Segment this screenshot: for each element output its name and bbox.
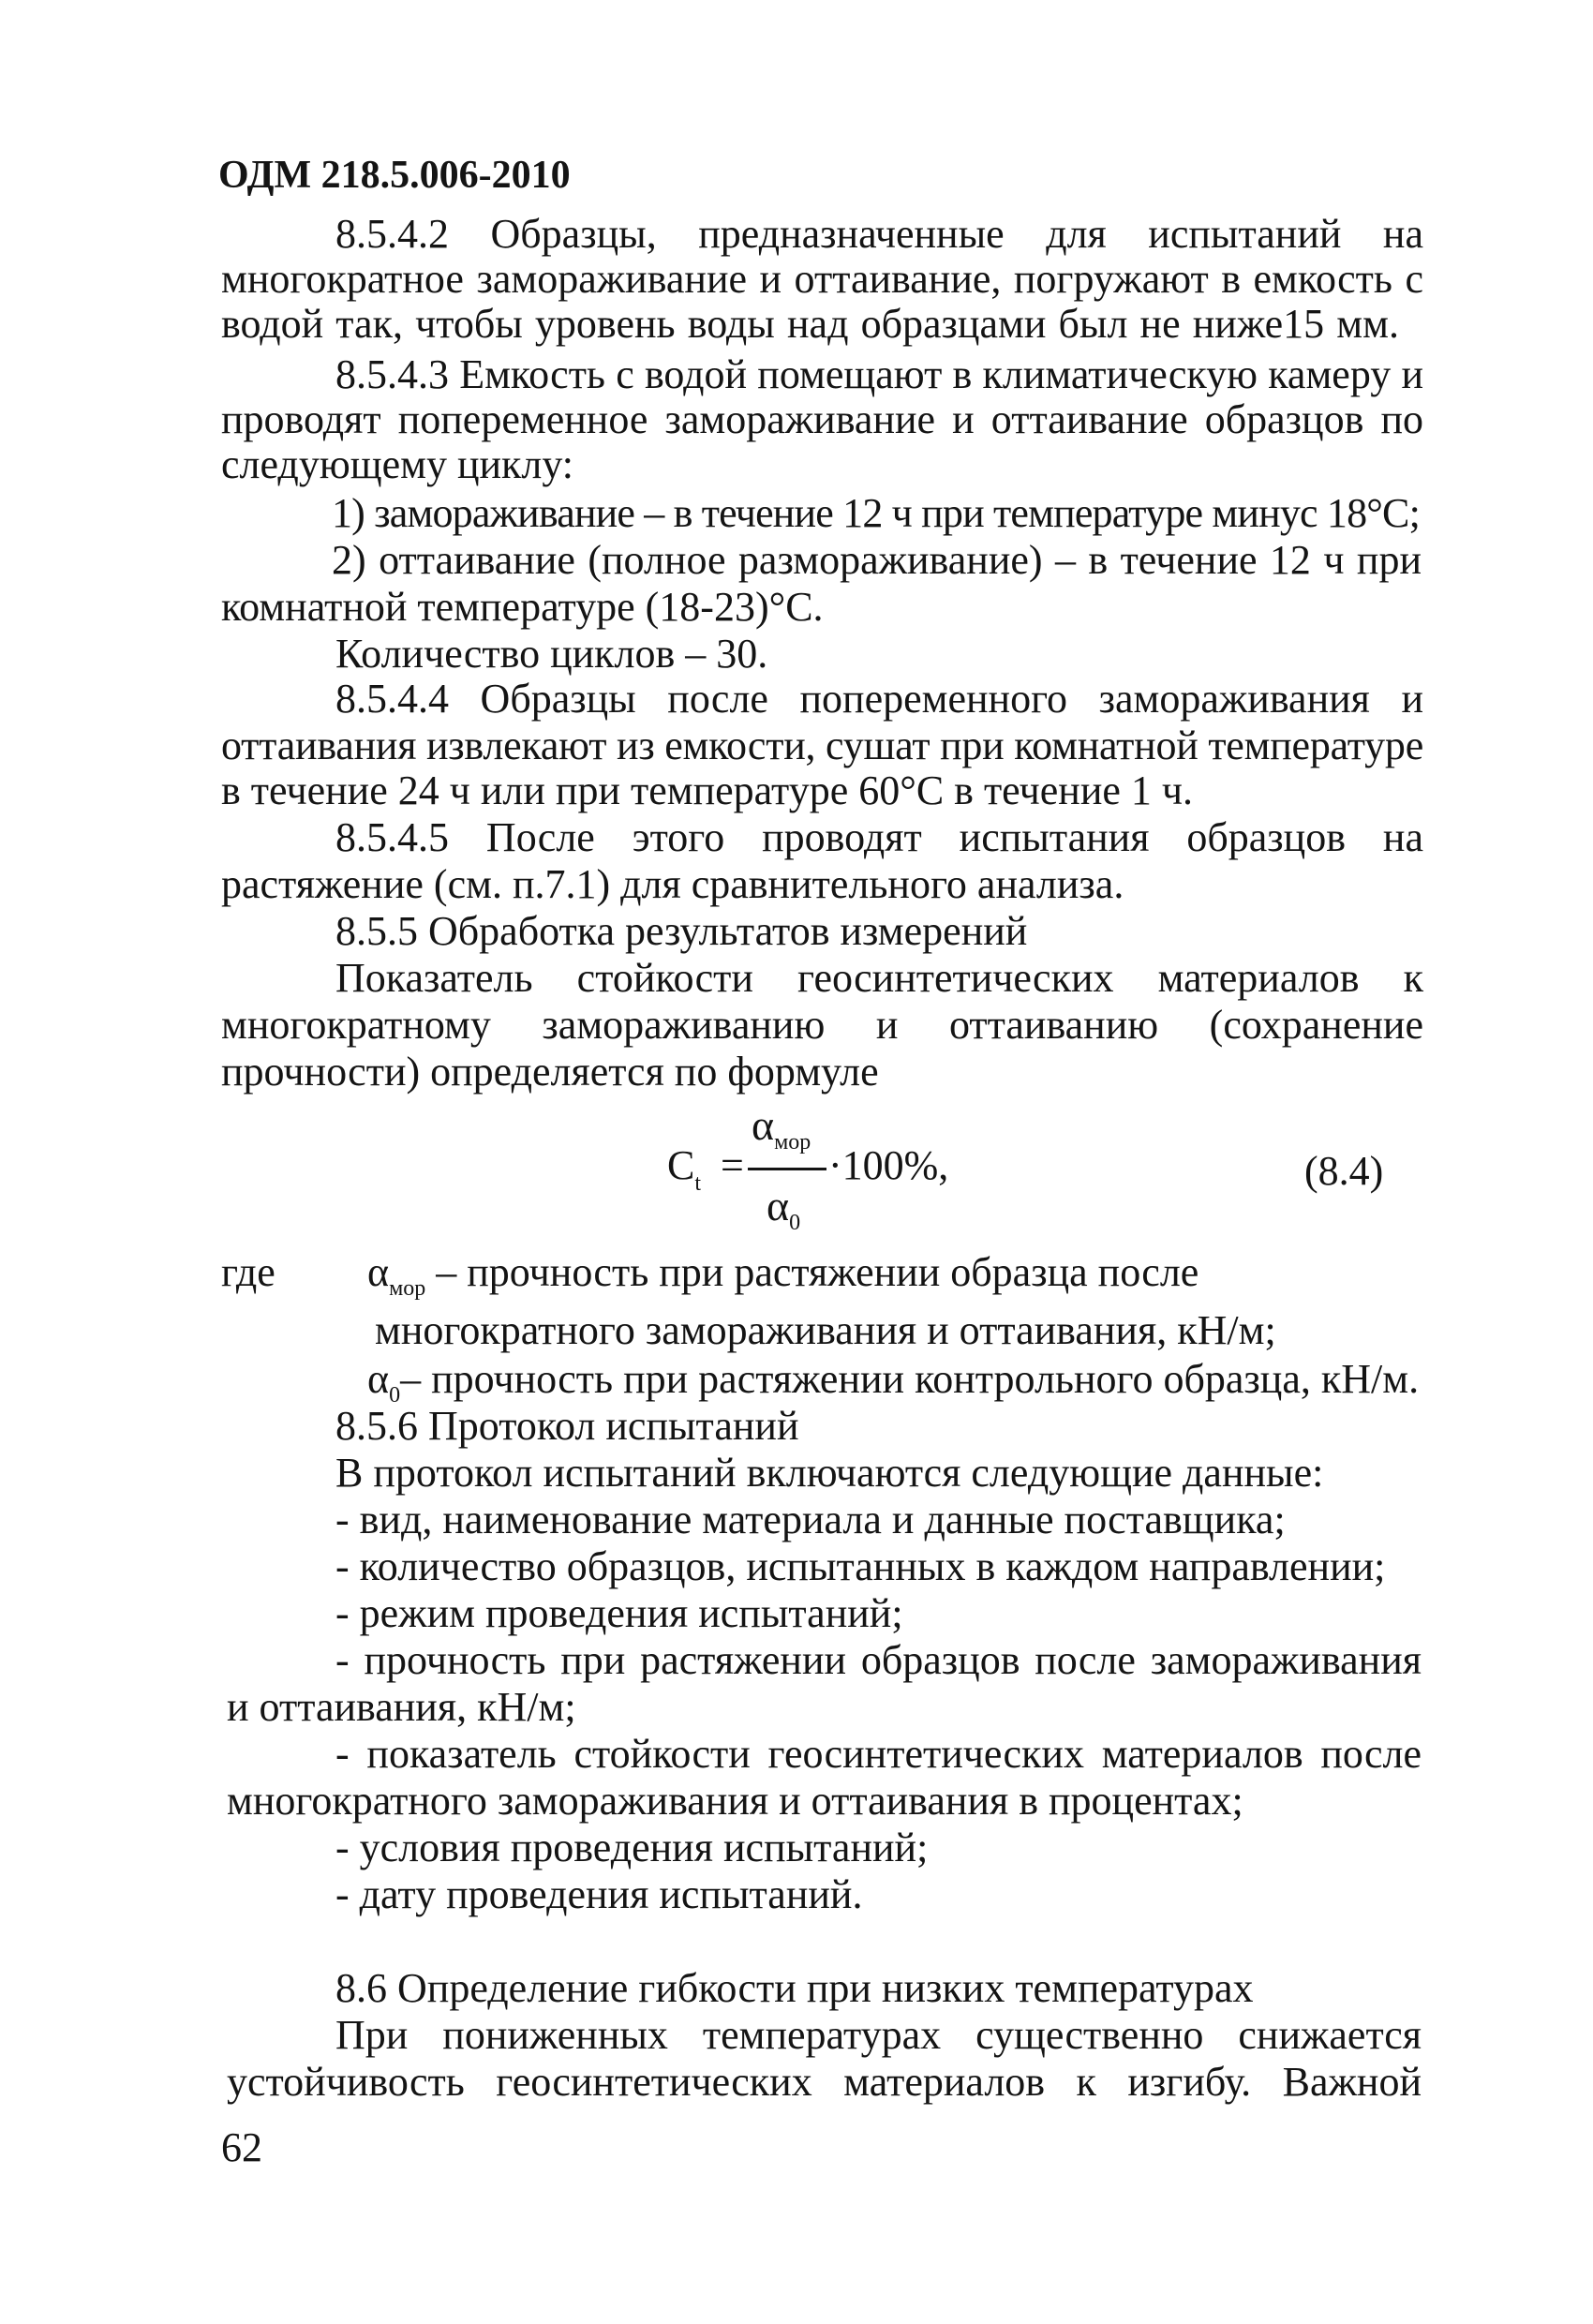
list-item: многократного замораживания и оттаивания в процентах; (227, 1778, 1243, 1824)
formula-number: (8.4) (1304, 1148, 1384, 1194)
section-heading: 8.5.6 Протокол испытаний (335, 1403, 799, 1449)
paragraph-line: Показатель стойкости геосинтетических материалов к (335, 955, 1423, 1001)
list-item: - условия проведения испытаний; (335, 1825, 929, 1870)
section-heading: 8.5.5 Обработка результатов измерений (335, 908, 1028, 954)
fraction-bar (748, 1168, 826, 1170)
list-item: и оттаивания, кН/м; (227, 1684, 576, 1730)
paragraph-line: прочности) определяется по формуле (221, 1049, 879, 1095)
list-item: - режим проведения испытаний; (335, 1590, 903, 1636)
page-number: 62 (221, 2124, 262, 2170)
paragraph-line: многократному замораживанию и оттаиванию (сохранение (221, 1002, 1423, 1048)
paragraph-line: следующему циклу: (221, 441, 574, 487)
definition-alpha-0: $\alpha_0-$ прочность при растяжении контрольного образца, кН/м. (367, 1356, 1420, 1408)
formula-multiplier: ·100%, (828, 1142, 949, 1188)
section-heading: 8.6 Определение гибкости при низких температурах (335, 1965, 1254, 2011)
document-code-header: ОДМ 218.5.006-2010 (218, 154, 571, 197)
list-item: - количество образцов, испытанных в каждом направлении; (335, 1543, 1386, 1589)
paragraph-line: 8.5.4.5 После этого проводят испытания образцов на (335, 814, 1423, 860)
paragraph-line: 8.5.4.4 Образцы после попеременного замораживания и (335, 676, 1423, 722)
formula-numerator: $\alpha_{мор}$ (752, 1101, 811, 1155)
definition-line: многократного замораживания и оттаивания, кН/м; (375, 1307, 1276, 1353)
paragraph-line: комнатной температуре (18-23)°С. (221, 584, 824, 630)
paragraph-line: водой так, чтобы уровень воды над образцами был не ниже15 мм. (221, 301, 1399, 347)
formula-lhs: $C_t$ = (667, 1142, 744, 1196)
paragraph-line: 2) оттаивание (полное размораживание) – в течение 12 ч при (332, 537, 1422, 583)
paragraph-line: 8.5.4.3 Емкость с водой помещают в климатическую камеру и (335, 351, 1423, 397)
formula-denominator: $\alpha_0$ (767, 1182, 801, 1235)
paragraph-line: 1) замораживание – в течение 12 ч при температуре минус 18°С; (332, 490, 1420, 536)
paragraph-line: оттаивания извлекают из емкости, сушат при комнатной температуре (221, 723, 1423, 768)
paragraph-line: многократное замораживание и оттаивание, погружают в емкость с (221, 256, 1423, 302)
paragraph-line: устойчивость геосинтетических материалов к изгибу. Важной (227, 2059, 1422, 2105)
paragraph-line: в течение 24 ч или при температуре 60°С в течение 1 ч. (221, 767, 1194, 813)
paragraph-line: проводят попеременное замораживание и оттаивание образцов по (221, 396, 1423, 442)
list-item: - вид, наименование материала и данные поставщика; (335, 1497, 1286, 1542)
definition-alpha-mor: $\alpha_{мор}$ – прочность при растяжении образца после (367, 1249, 1199, 1301)
list-item: - дату проведения испытаний. (335, 1871, 863, 1917)
list-item: - показатель стойкости геосинтетических материалов после (335, 1731, 1422, 1777)
list-item: - прочность при растяжении образцов после замораживания (335, 1637, 1422, 1683)
paragraph-line: В протокол испытаний включаются следующие данные: (335, 1450, 1324, 1496)
paragraph-line: растяжение (см. п.7.1) для сравнительного анализа. (221, 861, 1124, 907)
paragraph-line: 8.5.4.2 Образцы, предназначенные для испытаний на (335, 211, 1423, 257)
paragraph-line: Количество циклов – 30. (335, 631, 768, 677)
where-label: где (221, 1249, 275, 1295)
paragraph-line: При пониженных температурах существенно снижается (335, 2012, 1422, 2058)
